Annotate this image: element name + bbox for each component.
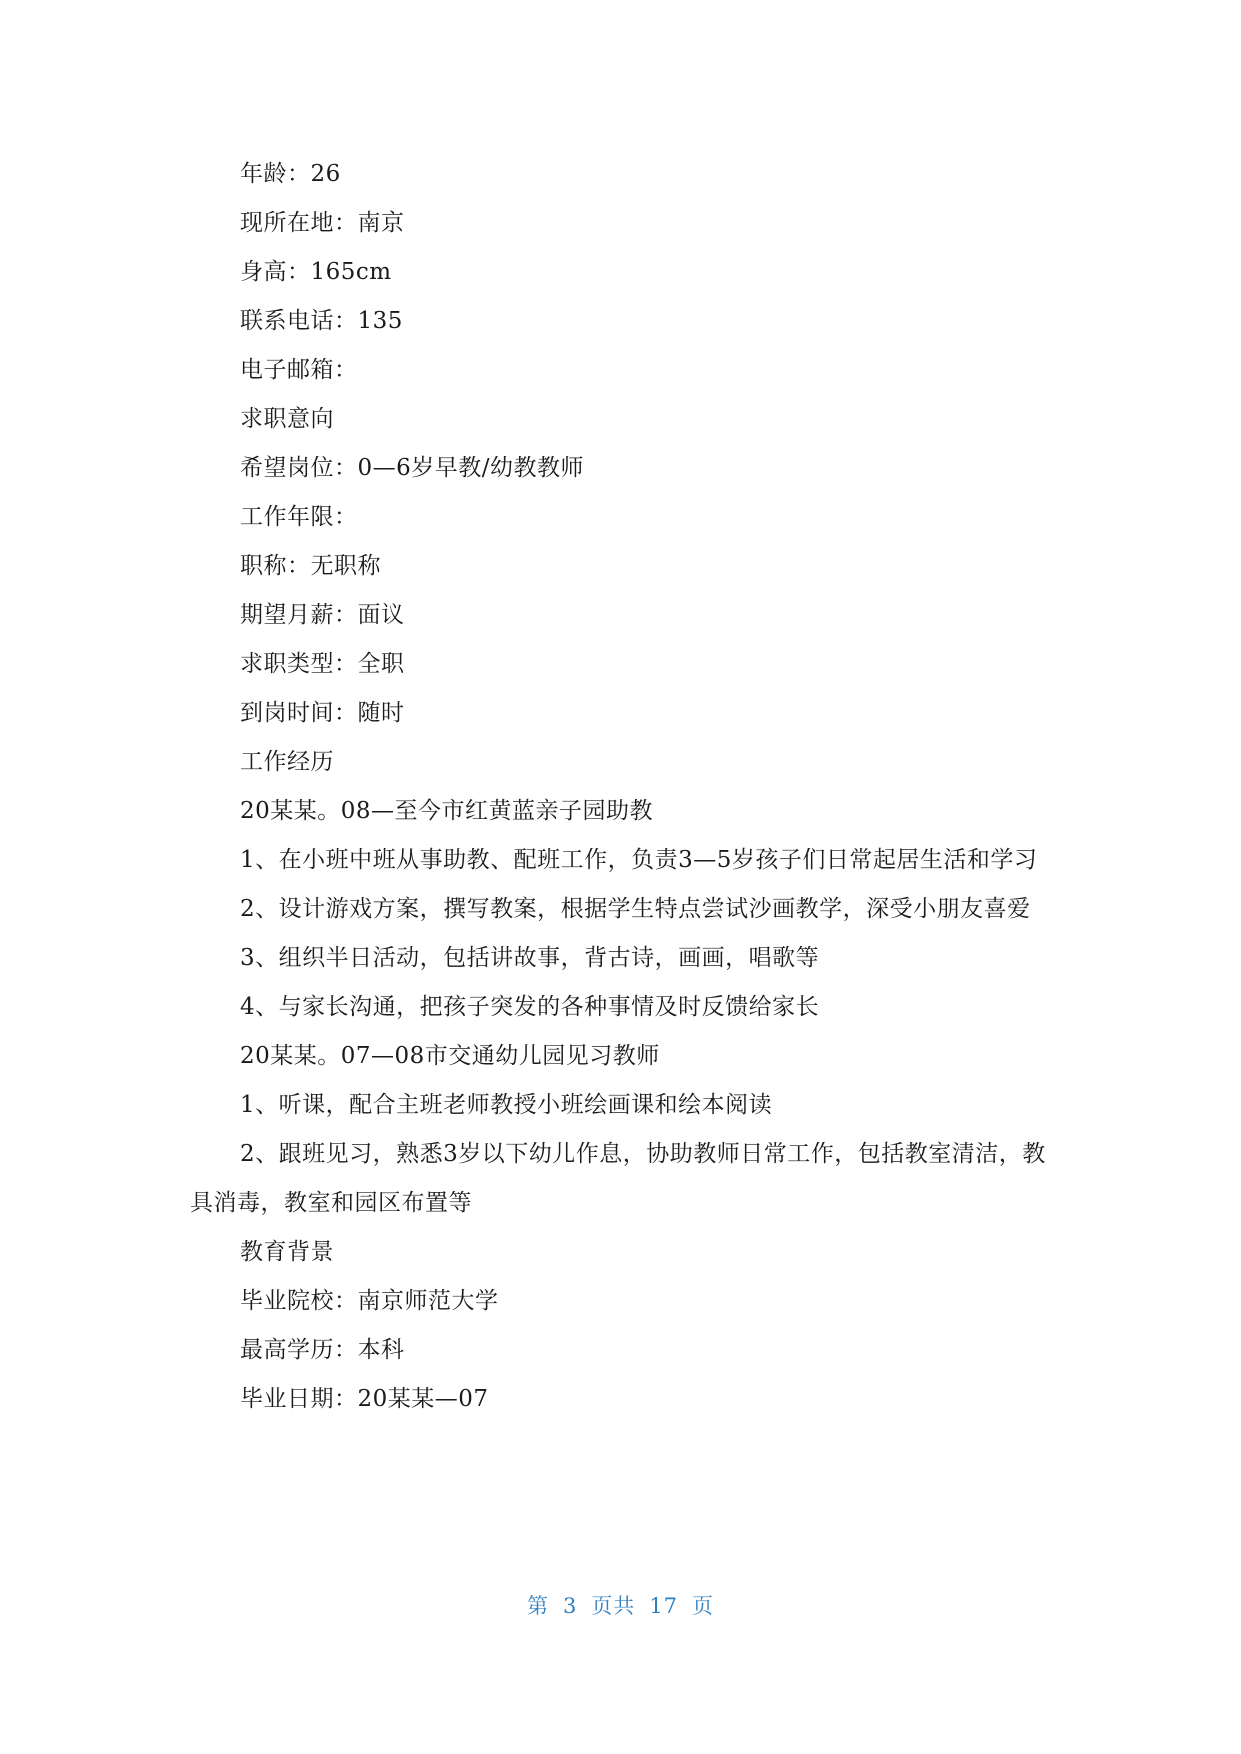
job1-item-3: 3、组织半日活动，包括讲故事，背古诗，画画，唱歌等 [240, 945, 820, 971]
footer-middle: 页共 [591, 1594, 636, 1618]
footer-prefix: 第 [526, 1594, 549, 1618]
height-line: 身高：165cm [240, 259, 392, 285]
resume-content [190, 150, 1050, 1424]
grad-date-line: 毕业日期：20某某—07 [240, 1386, 489, 1412]
age-line: 年龄：26 [240, 161, 341, 187]
years-line: 工作年限： [240, 504, 358, 530]
page-footer [0, 1590, 1241, 1620]
job2-item-1: 1、听课，配合主班老师教授小班绘画课和绘本阅读 [240, 1092, 773, 1118]
footer-suffix: 页 [692, 1594, 715, 1618]
job2-item-2: 2、跟班见习，熟悉3岁以下幼儿作息，协助教师日常工作，包括教室清洁，教具消毒，教室和园区布置等 [190, 1141, 1046, 1216]
job1-item-2: 2、设计游戏方案，撰写教案，根据学生特点尝试沙画教学，深受小朋友喜爱 [240, 896, 1031, 922]
school-line: 毕业院校：南京师范大学 [240, 1288, 499, 1314]
start-line: 到岗时间：随时 [240, 700, 405, 726]
work-heading: 工作经历 [240, 749, 334, 775]
intent-heading: 求职意向 [240, 406, 334, 432]
job2-line: 20某某。07—08市交通幼儿园见习教师 [240, 1043, 660, 1069]
degree-line: 最高学历：本科 [240, 1337, 405, 1363]
job1-line: 20某某。08—至今市红黄蓝亲子园助教 [240, 798, 654, 824]
edu-heading: 教育背景 [240, 1239, 334, 1265]
salary-line: 期望月薪：面议 [240, 602, 405, 628]
title-line: 职称：无职称 [240, 553, 381, 579]
phone-line: 联系电话：135 [240, 308, 403, 334]
job1-item-1: 1、在小班中班从事助教、配班工作，负责3—5岁孩子们日常起居生活和学习 [240, 847, 1038, 873]
email-line: 电子邮箱： [240, 357, 358, 383]
job-type-line: 求职类型：全职 [240, 651, 405, 677]
footer-page-number: 3 [562, 1594, 578, 1618]
footer-total-pages: 17 [649, 1594, 679, 1618]
location-line: 现所在地：南京 [240, 210, 405, 236]
position-line: 希望岗位：0—6岁早教/幼教教师 [240, 455, 585, 481]
job1-item-4: 4、与家长沟通，把孩子突发的各种事情及时反馈给家长 [240, 994, 820, 1020]
